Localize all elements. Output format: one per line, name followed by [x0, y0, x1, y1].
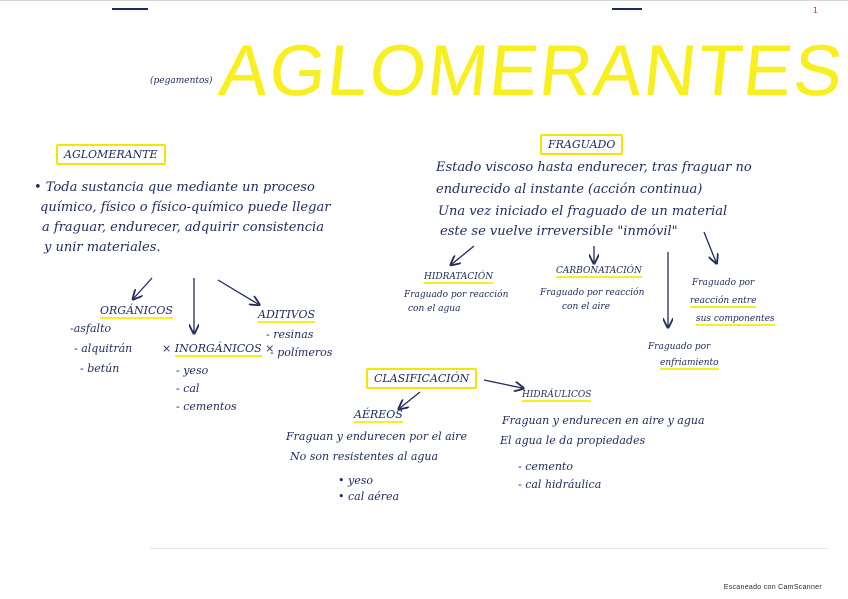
reaccion-text-3-span: sus componentes — [696, 314, 775, 324]
aditivos-label — [258, 308, 315, 321]
inorganicos-item-1: - yeso — [176, 364, 209, 377]
carbonatacion-text-2: con el aire — [562, 302, 611, 312]
hidraulicos-item-1: - cemento — [518, 460, 573, 473]
aglomerante-heading: AGLOMERANTE — [56, 144, 166, 165]
inorganicos-label-text: INORGÁNICOS — [174, 342, 262, 355]
reaccion-text-2-span: reacción entre — [690, 296, 757, 306]
inorganicos-item-3: - cementos — [176, 400, 237, 413]
aglomerante-def-line2: químico, físico o físico-químico puede llegar — [40, 200, 331, 215]
aglomerante-def-line4: y unir materiales. — [44, 240, 161, 255]
aereos-item-1: • yeso — [338, 474, 373, 487]
organicos-label-text: ORGÁNICOS — [100, 304, 173, 317]
scan-bottom-shadow — [150, 548, 828, 549]
subtitle-text: pegamentos — [153, 76, 210, 86]
aditivos-item-2: - polímeros — [270, 346, 333, 359]
hidratacion-text-1: Fraguado por reacción — [404, 290, 509, 300]
aereos-item-2: • cal aérea — [338, 490, 400, 503]
reaccion-text-1: Fraguado por — [692, 278, 755, 288]
arrow-to-reaccion — [704, 232, 716, 262]
organicos-label — [100, 304, 173, 317]
hidratacion-label-text: HIDRATACIÓN — [424, 272, 494, 282]
aereos-text-2: No son resistentes al agua — [290, 450, 439, 463]
aereos-label — [354, 408, 403, 421]
carbonatacion-label-text: CARBONATACIÓN — [556, 266, 642, 276]
arrow-to-hidratacion — [452, 246, 474, 264]
arrow-to-hidraulicos — [484, 380, 522, 388]
fraguado-def-line4: este se vuelve irreversible "inmóvil" — [440, 224, 678, 239]
organicos-item-3: - betún — [80, 362, 120, 375]
aditivos-label-text: ADITIVOS — [258, 308, 316, 321]
hidratacion-text-2: con el agua — [408, 304, 461, 314]
hidraulicos-label — [522, 390, 591, 400]
enfriamiento-text-2-span: enfriamiento — [660, 358, 719, 368]
hidraulicos-item-2: - cal hidráulica — [518, 478, 602, 491]
fraguado-def-line2: endurecido al instante (acción continua) — [436, 182, 703, 197]
enfriamiento-text-1: Fraguado por — [648, 342, 711, 352]
hidraulicos-text-2: El agua le da propiedades — [500, 434, 646, 447]
page-number: 1 — [812, 6, 818, 15]
carbonatacion-label — [556, 266, 642, 276]
aglomerante-def-line3: a fraguar, endurecer, adquirir consistencia — [42, 220, 324, 235]
aditivos-item-1: - resinas — [266, 328, 314, 341]
aereos-text-1: Fraguan y endurecen por el aire — [286, 430, 467, 443]
scanner-stamp: Escaneado con CamScanner — [723, 584, 822, 591]
clasificacion-heading: CLASIFICACIÓN — [366, 368, 477, 389]
hidraulicos-text-1: Fraguan y endurecen en aire y agua — [502, 414, 705, 427]
fraguado-def-line1: Estado viscoso hasta endurecer, tras fraguar no — [436, 160, 752, 175]
arrow-to-aditivos — [218, 280, 258, 304]
arrow-to-aereos — [400, 392, 420, 408]
arrow-to-organicos — [134, 278, 152, 298]
organicos-item-2: - alquitrán — [74, 342, 133, 355]
reaccion-text-3 — [696, 314, 775, 324]
inorganicos-item-2: - cal — [176, 382, 200, 395]
inorganicos-label: × INORGÁNICOS × — [162, 342, 275, 355]
fraguado-def-line3: Una vez iniciado el fraguado de un material — [438, 204, 728, 219]
hidraulicos-label-text: HIDRÁULICOS — [522, 390, 592, 400]
subtitle-note: (pegamentos) — [150, 76, 213, 86]
hidratacion-label — [424, 272, 493, 282]
organicos-item-1: -asfalto — [70, 322, 112, 335]
carbonatacion-text-1: Fraguado por reacción — [540, 288, 645, 298]
reaccion-text-2 — [690, 296, 756, 306]
aereos-label-text: AÉREOS — [354, 408, 403, 421]
fraguado-heading: FRAGUADO — [540, 134, 623, 155]
enfriamiento-text-2 — [660, 358, 719, 368]
aglomerante-def-line1: • Toda sustancia que mediante un proceso — [34, 180, 315, 195]
page-title: AGLOMERANTES — [215, 31, 848, 111]
